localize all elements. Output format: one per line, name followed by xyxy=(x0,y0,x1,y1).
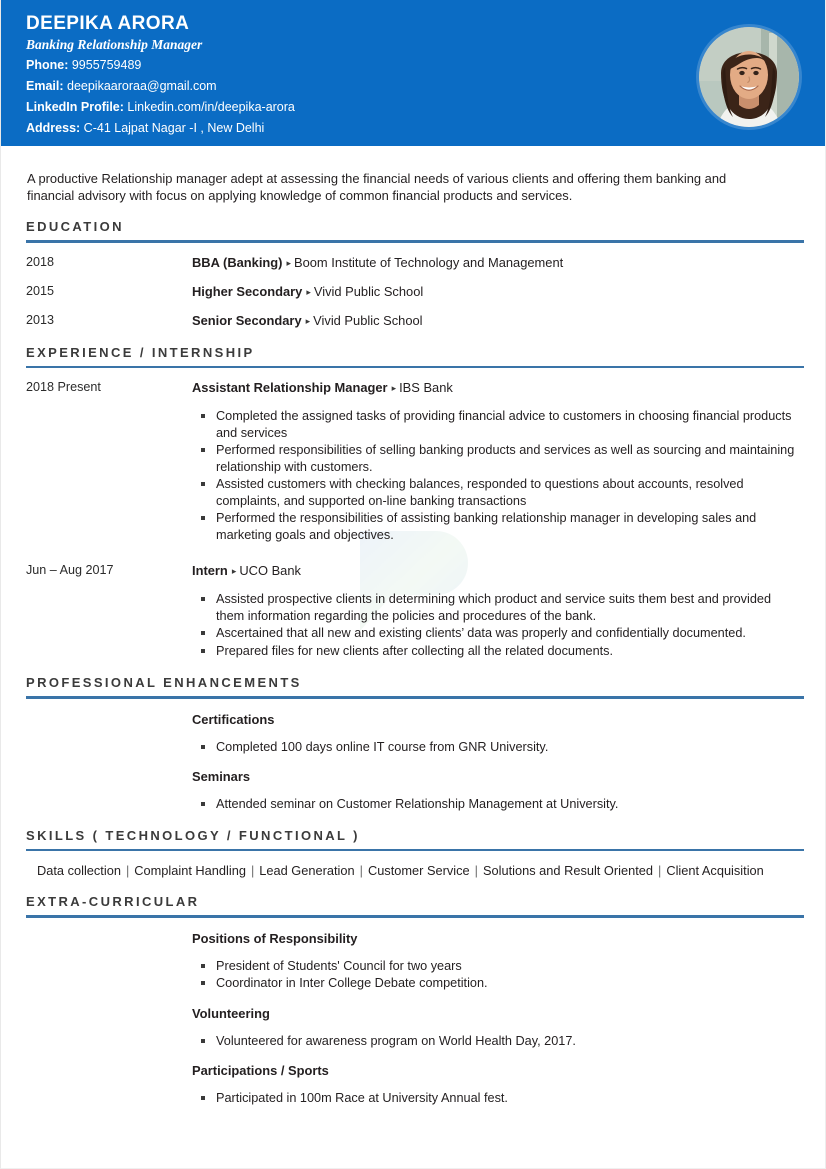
experience-rows xyxy=(26,368,801,660)
positions-of-responsibility-heading: Positions of Responsibility xyxy=(192,930,358,946)
education-row xyxy=(26,243,801,272)
skill-item: Lead Generation xyxy=(259,863,355,878)
seminars-heading: Seminars xyxy=(192,769,251,784)
skill-separator: | xyxy=(658,863,662,878)
section-title-education: EDUCATION xyxy=(26,219,124,234)
list-item: Completed 100 days online IT course from GNR University. xyxy=(201,739,801,756)
certifications-heading: Certifications xyxy=(192,711,275,727)
section-extra-curricular xyxy=(26,894,801,1107)
skill-item: Complaint Handling xyxy=(134,863,246,878)
section-title-professional-enhancements: PROFESSIONAL ENHANCEMENTS xyxy=(26,675,302,690)
list-item: Prepared files for new clients after collecting all the related documents. xyxy=(201,643,801,660)
section-education xyxy=(26,219,801,330)
experience-role: Assistant Relationship Manager xyxy=(192,380,388,395)
candidate-name: DEEPIKA ARORA xyxy=(26,13,190,34)
education-entry-head xyxy=(192,283,801,301)
contact-address-label: Address: xyxy=(26,121,81,135)
experience-row xyxy=(26,551,801,660)
experience-spacer xyxy=(26,544,801,551)
list-item: Performed the responsibilities of assisting banking relationship manager in developing sales and marketing goals and objectives. xyxy=(201,510,801,543)
list-item: Attended seminar on Customer Relationship Management at University. xyxy=(201,796,801,813)
volunteering-bullets xyxy=(192,1033,801,1050)
list-item: Performed responsibilities of selling banking products and services as well as sourcing and maintaining relationship with customers. xyxy=(201,442,801,475)
section-professional-enhancements xyxy=(26,675,801,813)
experience-detail xyxy=(192,551,801,660)
positions-of-responsibility-bullets xyxy=(192,958,801,992)
education-degree: BBA (Banking) xyxy=(192,254,283,270)
skill-separator: | xyxy=(125,863,130,878)
professional-enhancements-body xyxy=(26,699,801,813)
participations-sports-group xyxy=(192,1050,801,1107)
list-item: Participated in 100m Race at University Annual fest. xyxy=(201,1090,801,1107)
list-item: Volunteered for awareness program on World Health Day, 2017. xyxy=(201,1033,801,1050)
contact-address-value: C-41 Lajpat Nagar -I , New Delhi xyxy=(83,121,265,135)
contact-phone-label: Phone: xyxy=(26,58,69,72)
experience-row xyxy=(26,368,801,544)
education-detail xyxy=(192,272,801,301)
education-degree: Senior Secondary xyxy=(192,312,302,328)
seminars-group xyxy=(192,756,801,813)
triangle-separator-icon: ▸ xyxy=(286,257,291,268)
section-experience xyxy=(26,345,801,661)
education-detail xyxy=(192,243,801,272)
skill-separator: | xyxy=(359,863,363,878)
extra-curricular-body xyxy=(26,918,801,1107)
education-date: 2018 xyxy=(26,254,55,269)
education-institution: Vivid Public School xyxy=(313,283,424,299)
list-item: Completed the assigned tasks of providing financial advice to customers in choosing financial products and services xyxy=(201,408,801,441)
avatar xyxy=(699,27,799,127)
certifications-group xyxy=(192,699,801,756)
list-item: Coordinator in Inter College Debate competition. xyxy=(201,975,801,992)
volunteering-heading: Volunteering xyxy=(192,1005,270,1021)
contact-linkedin-value[interactable]: Linkedin.com/in/deepika-arora xyxy=(127,100,295,114)
triangle-separator-icon: ▸ xyxy=(306,286,311,297)
candidate-job-title: Banking Relationship Manager xyxy=(26,37,203,52)
resume-body xyxy=(1,170,825,1107)
education-rows xyxy=(26,243,801,330)
contact-linkedin-label: LinkedIn Profile: xyxy=(26,100,124,114)
education-row xyxy=(26,301,801,330)
list-item: Ascertained that all new and existing clients’ data was properly and confidentially documented. xyxy=(201,625,801,642)
seminars-bullets xyxy=(192,796,801,813)
education-entry-head xyxy=(192,254,801,272)
experience-detail xyxy=(192,368,801,544)
education-entry-head xyxy=(192,312,801,330)
experience-entry-head xyxy=(192,562,801,580)
participations-sports-heading: Participations / Sports xyxy=(192,1063,329,1078)
experience-company: UCO Bank xyxy=(239,563,301,578)
list-item: President of Students' Council for two years xyxy=(201,958,801,975)
triangle-separator-icon: ▸ xyxy=(305,315,311,326)
skill-separator: | xyxy=(474,863,478,878)
skill-item: Solutions and Result Oriented xyxy=(482,863,653,878)
section-skills xyxy=(26,828,801,880)
skill-item: Customer Service xyxy=(367,863,470,878)
skill-item: Client Acquisition xyxy=(666,863,764,878)
experience-role: Intern xyxy=(192,563,228,578)
experience-date: Jun – Aug 2017 xyxy=(26,563,114,577)
experience-date: 2018 Present xyxy=(26,380,101,394)
skills-list xyxy=(26,851,801,879)
volunteering-group xyxy=(192,993,801,1050)
experience-bullets xyxy=(192,591,801,659)
contact-email-label: Email: xyxy=(26,79,64,93)
list-item: Assisted prospective clients in determining which product and service suits them best and provided them information regarding the policies and procedures of the bank. xyxy=(201,591,801,624)
education-date: 2013 xyxy=(26,312,55,327)
skill-separator: | xyxy=(250,863,255,878)
experience-company: IBS Bank xyxy=(399,380,453,395)
contact-phone-value: 9955759489 xyxy=(71,58,142,72)
education-degree: Higher Secondary xyxy=(192,283,303,299)
education-date: 2015 xyxy=(26,283,55,298)
participations-sports-bullets xyxy=(192,1090,801,1107)
professional-summary: A productive Relationship manager adept at assessing the financial needs of various clients and offering them banking and financial advisory with focus on applying knowledge of common financial products and services. xyxy=(27,171,727,203)
education-row xyxy=(26,272,801,301)
resume-header xyxy=(1,0,825,146)
education-institution: Vivid Public School xyxy=(313,312,423,328)
contact-email-value[interactable]: deepikaaroraa@gmail.com xyxy=(67,79,217,93)
education-institution: Boom Institute of Technology and Management xyxy=(294,254,564,270)
skill-item: Data collection xyxy=(37,863,121,878)
contact-address xyxy=(26,118,825,139)
certifications-bullets xyxy=(192,739,801,756)
section-title-experience: EXPERIENCE / INTERNSHIP xyxy=(26,344,255,360)
triangle-separator-icon: ▸ xyxy=(391,383,397,393)
triangle-separator-icon: ▸ xyxy=(231,566,237,576)
list-item: Assisted customers with checking balances, responded to questions about accounts, resolved complaints, and supported on-line banking transactions xyxy=(201,476,801,509)
experience-bullets xyxy=(192,408,801,543)
experience-entry-head xyxy=(192,379,801,397)
section-title-extra-curricular: EXTRA-CURRICULAR xyxy=(26,894,200,909)
section-title-skills: SKILLS ( TECHNOLOGY / FUNCTIONAL ) xyxy=(26,827,360,843)
positions-of-responsibility-group xyxy=(192,918,801,992)
education-detail xyxy=(192,301,801,330)
